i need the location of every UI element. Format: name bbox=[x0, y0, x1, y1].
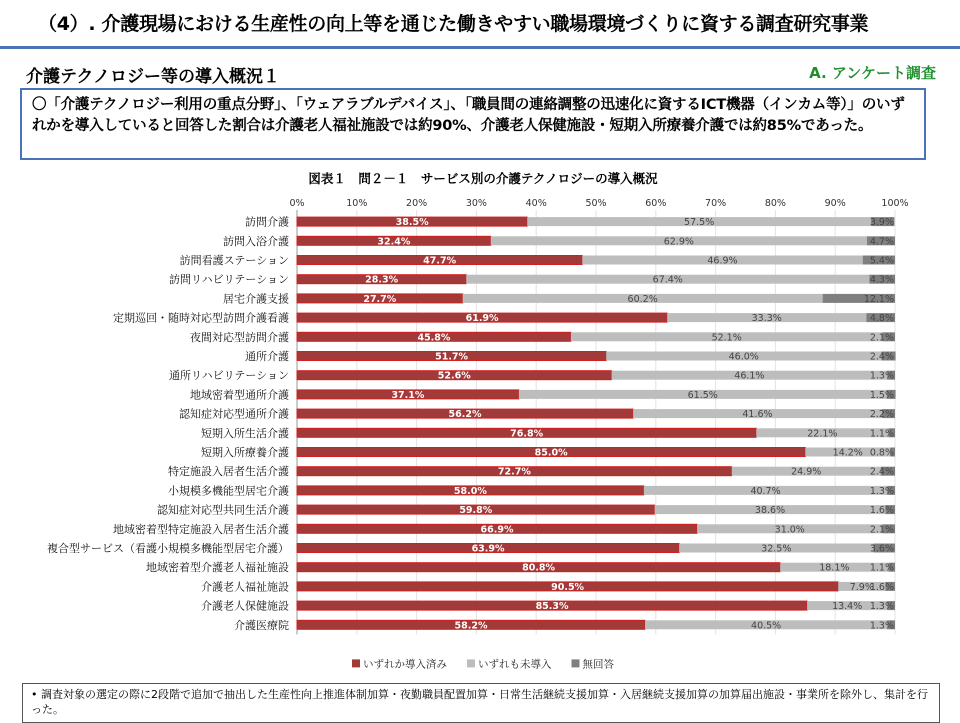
x-tick-label: 10% bbox=[346, 198, 368, 209]
survey-tag: A. アンケート調査 bbox=[809, 64, 936, 82]
data-label-introduced: 85.0% bbox=[534, 447, 568, 459]
category-label: 介護老人保健施設 bbox=[201, 599, 289, 613]
legend-swatch-no-answer bbox=[572, 659, 580, 667]
data-label-not-introduced: 60.2% bbox=[627, 293, 658, 305]
data-label-introduced: 28.3% bbox=[365, 274, 399, 286]
category-label: 通所介護 bbox=[245, 350, 289, 363]
category-label: 夜間対応型訪問介護 bbox=[190, 330, 289, 344]
data-label-no-answer: 1.6% bbox=[869, 505, 894, 517]
data-label-no-answer: 4.7% bbox=[869, 236, 894, 248]
data-label-introduced: 66.9% bbox=[480, 524, 514, 536]
data-label-no-answer: 3.6% bbox=[869, 543, 894, 555]
x-tick-label: 30% bbox=[465, 198, 487, 209]
legend-label-introduced: いずれか導入済み bbox=[363, 658, 447, 671]
data-label-not-introduced: 41.6% bbox=[742, 409, 773, 421]
data-label-no-answer: 4.8% bbox=[869, 313, 894, 325]
data-label-no-answer: 1.3% bbox=[869, 601, 894, 613]
data-label-no-answer: 1.3% bbox=[869, 485, 894, 497]
data-label-not-introduced: 24.9% bbox=[791, 466, 822, 478]
data-label-introduced: 63.9% bbox=[471, 543, 505, 555]
category-label: 居宅介護支援 bbox=[223, 292, 289, 306]
data-label-no-answer: 1.1% bbox=[869, 428, 894, 440]
category-label: 訪問看護ステーション bbox=[179, 254, 289, 267]
data-label-introduced: 90.5% bbox=[551, 581, 585, 593]
data-label-no-answer: 2.1% bbox=[869, 524, 894, 536]
data-label-not-introduced: 40.5% bbox=[751, 620, 782, 632]
category-label: 訪問介護 bbox=[245, 215, 289, 229]
data-label-introduced: 38.5% bbox=[395, 217, 429, 229]
data-label-not-introduced: 62.9% bbox=[663, 236, 694, 248]
category-label: 特定施設入居者生活介護 bbox=[168, 465, 289, 479]
category-label: 定期巡回・随時対応型訪問介護看護 bbox=[113, 311, 289, 325]
data-label-introduced: 27.7% bbox=[363, 293, 397, 305]
data-label-introduced: 56.2% bbox=[448, 409, 482, 421]
chart-title: 図表１ 問２－１ サービス別の介護テクノロジーの導入概況 bbox=[308, 171, 658, 186]
category-label: 介護医療院 bbox=[234, 618, 289, 632]
category-label: 複合型サービス（看護小規模多機能型居宅介護） bbox=[47, 542, 289, 555]
x-tick-label: 20% bbox=[406, 198, 428, 209]
legend-label-no-answer: 無回答 bbox=[582, 658, 614, 671]
data-label-no-answer: 1.5% bbox=[869, 389, 894, 401]
category-label: 地域密着型介護老人福祉施設 bbox=[146, 561, 289, 575]
legend-swatch-introduced bbox=[352, 659, 360, 667]
data-label-not-introduced: 32.5% bbox=[761, 543, 792, 555]
category-label: 介護老人福祉施設 bbox=[201, 580, 289, 594]
data-label-not-introduced: 33.3% bbox=[751, 313, 782, 325]
section-title: 介護テクノロジー等の導入概況１ bbox=[26, 67, 280, 87]
category-label: 地域密着型通所介護 bbox=[190, 388, 289, 402]
data-label-no-answer: 12.1% bbox=[863, 293, 894, 305]
x-tick-label: 50% bbox=[585, 198, 607, 209]
data-label-not-introduced: 13.4% bbox=[832, 601, 863, 613]
data-label-no-answer: 4.3% bbox=[869, 274, 894, 286]
data-label-no-answer: 0.8% bbox=[869, 447, 894, 459]
category-label: 短期入所療養介護 bbox=[201, 446, 289, 459]
data-label-introduced: 52.6% bbox=[437, 370, 471, 382]
category-label: 通所リハビリテーション bbox=[168, 369, 289, 383]
category-label: 認知症対応型共同生活介護 bbox=[157, 503, 289, 517]
data-label-not-introduced: 40.7% bbox=[750, 485, 781, 497]
legend-swatch-not-introduced bbox=[467, 659, 475, 667]
category-label: 認知症対応型通所介護 bbox=[179, 407, 289, 421]
data-label-introduced: 72.7% bbox=[497, 466, 531, 478]
data-label-introduced: 80.8% bbox=[522, 562, 556, 574]
data-label-not-introduced: 67.4% bbox=[652, 274, 683, 286]
legend-label-not-introduced: いずれも未導入 bbox=[478, 658, 552, 671]
stacked-bar-chart bbox=[0, 166, 960, 682]
data-label-introduced: 51.7% bbox=[435, 351, 469, 363]
data-label-not-introduced: 46.9% bbox=[707, 255, 738, 267]
data-label-not-introduced: 18.1% bbox=[819, 562, 850, 574]
data-label-no-answer: 2.2% bbox=[869, 409, 894, 421]
x-tick-label: 70% bbox=[705, 198, 727, 209]
x-tick-label: 80% bbox=[764, 198, 786, 209]
data-label-introduced: 58.0% bbox=[453, 485, 487, 497]
footnote: • 調査対象の選定の際に2段階で追加で抽出した生産性向上推進体制加算・夜勤職員配置加算・日常生活継続支援加算・入居継続支援加算の加算届出施設・事業所を除外し、集計を行った。 bbox=[22, 683, 940, 723]
data-label-no-answer: 2.4% bbox=[869, 466, 894, 478]
data-label-introduced: 85.3% bbox=[535, 601, 569, 613]
data-label-introduced: 59.8% bbox=[459, 505, 493, 517]
data-label-introduced: 76.8% bbox=[510, 428, 544, 440]
x-tick-label: 100% bbox=[881, 198, 909, 209]
data-label-introduced: 47.7% bbox=[423, 255, 457, 267]
data-label-not-introduced: 22.1% bbox=[807, 428, 838, 440]
category-label: 短期入所生活介護 bbox=[201, 426, 289, 440]
data-label-no-answer: 3.9% bbox=[869, 217, 894, 229]
category-label: 訪問リハビリテーション bbox=[168, 273, 289, 287]
data-label-no-answer: 1.6% bbox=[869, 581, 894, 593]
data-label-introduced: 61.9% bbox=[465, 313, 499, 325]
data-label-not-introduced: 57.5% bbox=[684, 217, 715, 229]
summary-box: 〇「介護テクノロジー利用の重点分野」、「ウェアラブルデバイス」、「職員間の連絡調整の迅速化に資するICT機器（インカム等）」のいずれかを導入していると回答した割合は介護老人福祉施設では約90%、介護老人保健施設・短期入所療養介護では約85%であった。 bbox=[20, 88, 926, 160]
title-divider bbox=[0, 46, 960, 49]
x-tick-label: 0% bbox=[289, 198, 305, 209]
data-label-introduced: 32.4% bbox=[377, 236, 411, 248]
data-label-introduced: 37.1% bbox=[391, 389, 425, 401]
data-label-introduced: 45.8% bbox=[417, 332, 451, 344]
data-label-not-introduced: 7.9% bbox=[849, 581, 874, 593]
data-label-not-introduced: 46.1% bbox=[734, 370, 765, 382]
data-label-no-answer: 1.1% bbox=[869, 562, 894, 574]
data-label-no-answer: 1.3% bbox=[869, 370, 894, 382]
data-label-no-answer: 5.4% bbox=[869, 255, 894, 267]
data-label-not-introduced: 31.0% bbox=[774, 524, 805, 536]
x-tick-label: 60% bbox=[645, 198, 667, 209]
category-label: 地域密着型特定施設入居者生活介護 bbox=[113, 522, 289, 536]
page-title: （4）. 介護現場における生産性の向上等を通じた働きやすい職場環境づくりに資する調査研究事業 bbox=[38, 13, 869, 35]
data-label-not-introduced: 52.1% bbox=[711, 332, 742, 344]
category-label: 小規模多機能型居宅介護 bbox=[168, 484, 289, 498]
x-tick-label: 90% bbox=[824, 198, 846, 209]
category-label: 訪問入浴介護 bbox=[223, 234, 289, 248]
data-label-no-answer: 2.4% bbox=[869, 351, 894, 363]
x-tick-label: 40% bbox=[525, 198, 547, 209]
data-label-introduced: 58.2% bbox=[454, 620, 488, 632]
data-label-not-introduced: 46.0% bbox=[728, 351, 759, 363]
data-label-not-introduced: 14.2% bbox=[832, 447, 863, 459]
data-label-not-introduced: 61.5% bbox=[687, 389, 718, 401]
data-label-no-answer: 2.1% bbox=[869, 332, 894, 344]
data-label-not-introduced: 38.6% bbox=[754, 505, 786, 517]
data-label-no-answer: 1.3% bbox=[869, 620, 894, 632]
